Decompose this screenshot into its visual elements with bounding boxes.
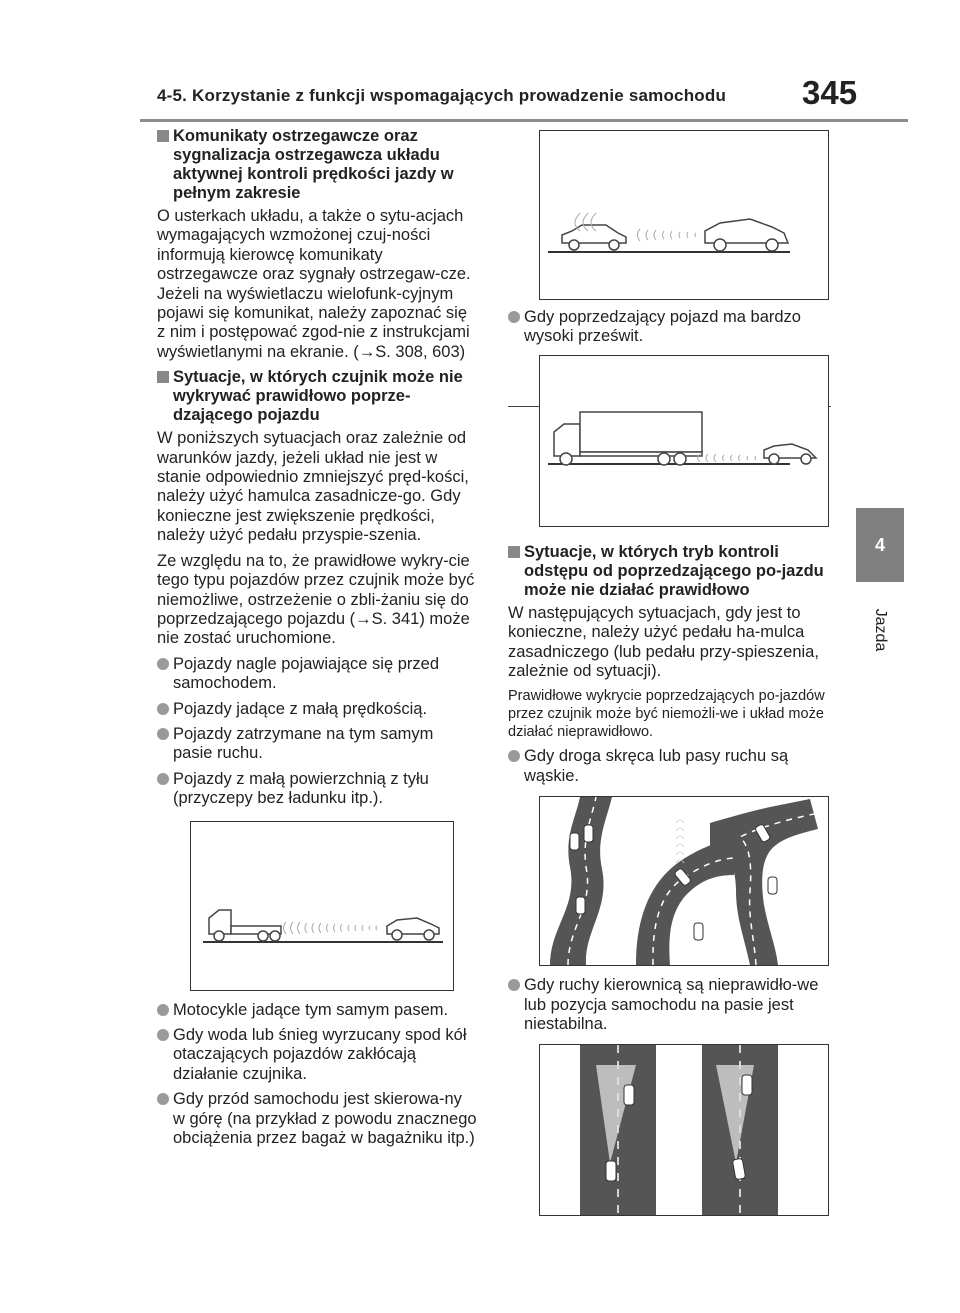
round-bullet-icon [157, 1029, 169, 1041]
figure-truck [539, 355, 829, 527]
figure-curved-roads [539, 796, 829, 966]
round-bullet-icon [508, 311, 520, 323]
curved-roads-illustration-icon [540, 797, 828, 965]
section-body: O usterkach układu, a także o sytu-acjach wymagających wzmożonej czuj-ności informują kierowcę komunikaty ostrzegawcze oraz sygnały ostrzegaw-cze. Jeżeli na wyświetlaczu wielofunk-cyjnym pojawi się komunikat, należy zapoznać się z nim i postępować zgod-nie z instrukcjami wyświetlanymi na ekranie. (→S. 308, 603) [157, 207, 471, 361]
list-item-text: Pojazdy jadące z małą prędkością. [173, 699, 428, 718]
square-bullet-icon [508, 546, 520, 558]
figure-truck-wrapper [508, 355, 828, 527]
lane-illustration-icon [540, 1045, 828, 1215]
figure-high-clearance [539, 130, 829, 300]
section-note: Prawidłowe wykrycie poprzedzających po-jazdów przez czujnik może być niemożli-we i układ może działać nieprawidłowo. [508, 688, 825, 741]
header-divider [140, 119, 908, 122]
truck-illustration-icon [540, 356, 828, 526]
round-bullet-icon [157, 728, 169, 740]
list-item-text: Gdy woda lub śnieg wyrzucany spod kół otaczających pojazdów zakłócają działanie czujnika. [173, 1025, 467, 1083]
list-item [157, 770, 477, 809]
chapter-tab: 4 [856, 508, 904, 582]
square-bullet-icon [157, 371, 169, 383]
section-heading-detection [157, 368, 477, 425]
page-number: 345 [802, 74, 858, 111]
list-item [157, 1001, 477, 1020]
round-bullet-icon [508, 750, 520, 762]
section-heading-warnings [157, 127, 477, 203]
round-bullet-icon [157, 1093, 169, 1105]
list-item-text: Gdy droga skręca lub pasy ruchu są wąskie. [524, 747, 789, 785]
section-body: W poniższych sytuacjach oraz zależnie od warunków jazdy, jeżeli układ nie jest w stanie odpowiednio zmniejszyć pręd-kości, należy użyć hamulca zasadnicze-go. Gdy konieczne jest zwiększenie prędkości, należy użyć pedału przyspie-szenia. [157, 429, 469, 545]
list-item-text: Pojazdy zatrzymane na tym samym pasie ruchu. [173, 724, 434, 763]
list-item-text: Gdy przód samochodu jest skierowa-ny w górę (na przykład z powodu znacznego obciążenia przez bagaż w bagażniku itp.) [173, 1090, 477, 1147]
section-heading-text: Sytuacje, w których czujnik może nie wykrywać prawidłowo poprze-dzającego pojazdu [173, 368, 463, 425]
list-item-text: Motocykle jadące tym samym pasem. [173, 1000, 449, 1019]
chapter-label [845, 600, 915, 660]
list-item-text: Gdy ruchy kierownicą są nieprawidło-we lub pozycja samochodu na pasie jest niestabilna. [524, 976, 819, 1034]
section-heading-distance-control [508, 543, 828, 600]
list-item [508, 976, 828, 1034]
chapter-label-text: Jazda [872, 608, 889, 652]
list-item [157, 1090, 477, 1148]
page-header-title: 4-5. Korzystanie z funkcji wspomagających prowadzenie samochodu [157, 86, 727, 105]
list-item-text: Pojazdy z małą powierzchnią z tyłu (przyczepy bez ładunku itp.). [173, 769, 429, 808]
list-item [157, 1026, 477, 1084]
section-body: W następujących sytuacjach, gdy jest to konieczne, należy użyć pedału ha-mulca zasadniczego (lub pedału przy-spieszenia, zależnie od sytuacji). [508, 603, 819, 681]
section-heading-text: Komunikaty ostrzegawcze oraz sygnalizacja ostrzegawcza układu aktywnej kontroli prędkości jazdy w pełnym zakresie [173, 127, 454, 202]
tow-truck-illustration-icon [191, 822, 453, 990]
list-item [157, 655, 477, 694]
right-column [508, 124, 828, 1216]
section-heading-text: Sytuacje, w których tryb kontroli odstępu od poprzedzającego po-jazdu może nie działać prawidłowo [524, 542, 824, 599]
figure-tow-truck [190, 821, 454, 991]
round-bullet-icon [157, 773, 169, 785]
figure-steering-lanes [539, 1044, 829, 1216]
list-item [508, 747, 828, 786]
round-bullet-icon [157, 703, 169, 715]
list-item-text: Gdy poprzedzający pojazd ma bardzo wysoki prześwit. [524, 308, 801, 346]
round-bullet-icon [157, 658, 169, 670]
left-column [157, 127, 477, 1154]
list-item [508, 308, 828, 347]
list-item [157, 725, 477, 764]
round-bullet-icon [508, 979, 520, 991]
square-bullet-icon [157, 130, 169, 142]
list-item-text: Pojazdy nagle pojawiające się przed samochodem. [173, 654, 439, 693]
list-item [157, 700, 477, 719]
round-bullet-icon [157, 1004, 169, 1016]
car-illustration-icon [540, 131, 828, 299]
section-body: Ze względu na to, że prawidłowe wykry-cie tego typu pojazdów przez czujnik może być niemożliwe, ostrzeżenie o zbli-żaniu się do poprzedzającego pojazdu (→S. 341) może nie zostać uruchomione. [157, 551, 475, 648]
